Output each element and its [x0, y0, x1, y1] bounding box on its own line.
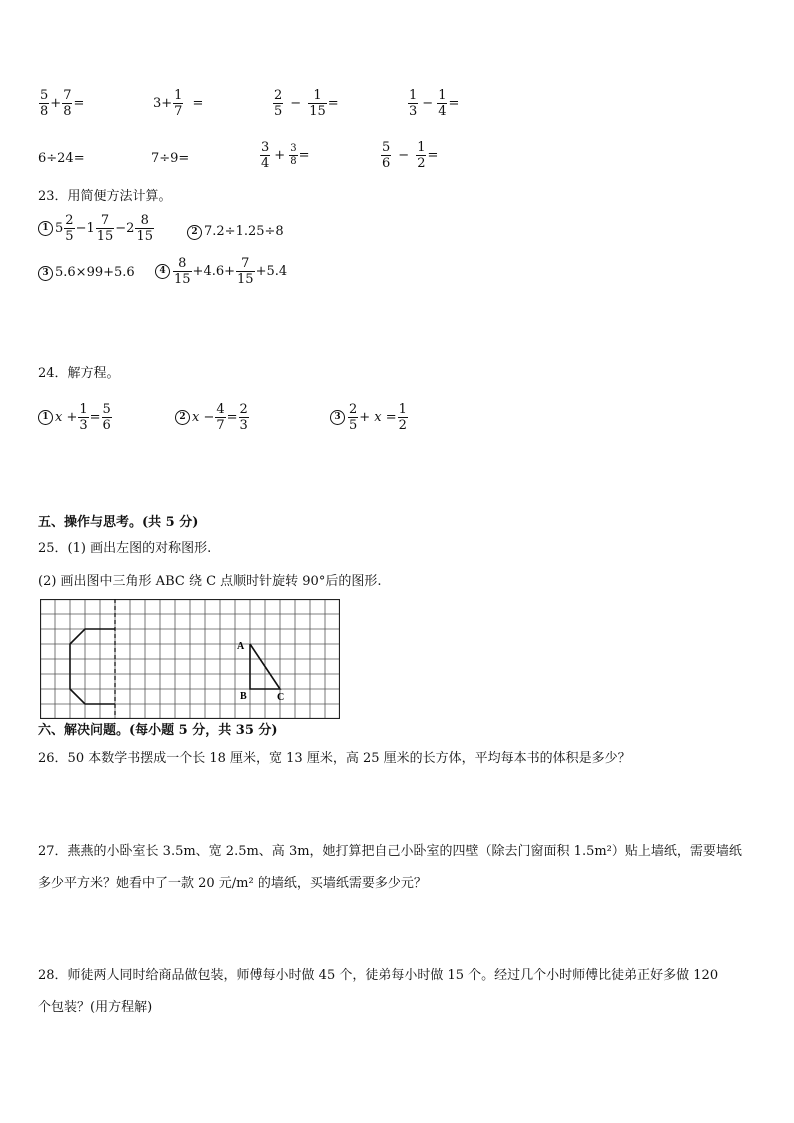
- grid-svg: [40, 599, 340, 719]
- fraction: $\frac{1}{7}$: [174, 88, 183, 119]
- calc-item: $\frac{1}{3}$ − $\frac{1}{4}$ =: [409, 88, 460, 119]
- fraction: $\frac{5}{6}$: [382, 140, 391, 171]
- question-26: 26．50 本数学书摆成一个长 18 厘米，宽 13 厘米，高 25 厘米的长方体，平均每本书的体积是多少？: [38, 751, 631, 766]
- circled-number: 1: [38, 221, 53, 236]
- q23-part-1: 1 5 $\frac{2}{5}$ −1 $\frac{7}{15}$ −2 $\frac{8}{15}$: [38, 213, 155, 244]
- question-23-title: 23．用简便方法计算。: [38, 189, 172, 204]
- left-shape: [70, 629, 115, 704]
- fraction: $\frac{3}{4}$: [261, 140, 270, 171]
- question-27-line-1: 27．燕燕的小卧室长 3.5m、宽 2.5m、高 3m，她打算把自己小卧室的四壁（除去门窗面积 1.5m²）贴上墙纸，需要墙纸: [38, 844, 742, 859]
- q23-part-4: 4 $\frac{8}{15}$ +4.6+ $\frac{7}{15}$ +5.4: [155, 256, 287, 287]
- circled-number: 2: [175, 410, 190, 425]
- fraction: $\frac{5}{6}$: [102, 402, 111, 433]
- calc-item: $\frac{5}{6}$ − $\frac{1}{2}$ =: [382, 140, 439, 171]
- fraction: $\frac{2}{5}$: [65, 213, 74, 244]
- section-five-heading: 五、操作与思考。(共 5 分): [38, 515, 199, 530]
- fraction: $\frac{7}{15}$: [237, 256, 254, 287]
- label-a: A: [237, 641, 245, 652]
- fraction: $\frac{7}{15}$: [96, 213, 114, 244]
- question-24-title: 24．解方程。: [38, 366, 120, 381]
- question-27-line-2: 多少平方米？她看中了一款 20 元/m² 的墙纸，买墙纸需要多少元？: [38, 876, 427, 891]
- circled-number: 3: [38, 266, 53, 281]
- circled-number: 1: [38, 410, 53, 425]
- calc-item: $\frac{3}{4}$ + $\frac{3}{8}$ =: [261, 140, 310, 171]
- fraction: $\frac{2}{5}$: [274, 88, 283, 119]
- fraction: $\frac{1}{3}$: [409, 88, 418, 119]
- calc-item: $\frac{2}{5}$ − $\frac{1}{15}$ =: [274, 88, 339, 119]
- calc-item: 3+ $\frac{1}{7}$ =: [153, 88, 204, 119]
- fraction: $\frac{3}{8}$: [290, 143, 297, 167]
- section-six-heading: 六、解决问题。(每小题 5 分，共 35 分): [38, 723, 278, 738]
- fraction: $\frac{7}{8}$: [63, 88, 72, 119]
- label-c: C: [277, 692, 285, 703]
- q23-part-3: 3 5.6×99+5.6: [38, 265, 135, 281]
- q24-equation-1: 1 x + $\frac{1}{3}$ = $\frac{5}{6}$: [38, 402, 113, 433]
- question-28-line-1: 28．师徒两人同时给商品做包装，师傅每小时做 45 个，徒弟每小时做 15 个。经过几个小时师傅比徒弟正好多做 120: [38, 968, 719, 983]
- circled-number: 4: [155, 264, 170, 279]
- fraction: $\frac{8}{15}$: [136, 213, 153, 244]
- fraction: $\frac{1}{3}$: [79, 402, 88, 433]
- fraction: $\frac{4}{7}$: [216, 402, 225, 433]
- q23-part-2: 2 7.2÷1.25÷8: [187, 224, 284, 240]
- question-28-line-2: 个包装？(用方程解): [38, 1000, 153, 1015]
- question-25-line-2: (2) 画出图中三角形 ABC 绕 C 点顺时针旋转 90°后的图形.: [38, 574, 382, 589]
- fraction: $\frac{8}{15}$: [174, 256, 191, 287]
- circled-number: 2: [187, 225, 202, 240]
- fraction: $\frac{1}{4}$: [438, 88, 447, 119]
- q24-equation-3: 3 $\frac{2}{5}$ + x = $\frac{1}{2}$: [330, 402, 409, 433]
- fraction: $\frac{1}{2}$: [398, 402, 407, 433]
- label-b: B: [240, 691, 247, 702]
- fraction: $\frac{2}{5}$: [349, 402, 358, 433]
- fraction: $\frac{1}{15}$: [309, 88, 326, 119]
- fraction: $\frac{1}{2}$: [417, 140, 426, 171]
- fraction: $\frac{5}{8}$: [40, 88, 49, 119]
- fraction: $\frac{2}{3}$: [239, 402, 248, 433]
- calc-item: 7÷9=: [151, 151, 190, 166]
- grid-figure: [40, 599, 340, 719]
- question-25-line-1: 25．(1) 画出左图的对称图形.: [38, 541, 212, 556]
- calc-item: 6÷24=: [38, 151, 85, 166]
- q24-equation-2: 2 x − $\frac{4}{7}$ = $\frac{2}{3}$: [175, 402, 250, 433]
- circled-number: 3: [330, 410, 345, 425]
- calc-item: $\frac{5}{8}$ + $\frac{7}{8}$ =: [40, 88, 85, 119]
